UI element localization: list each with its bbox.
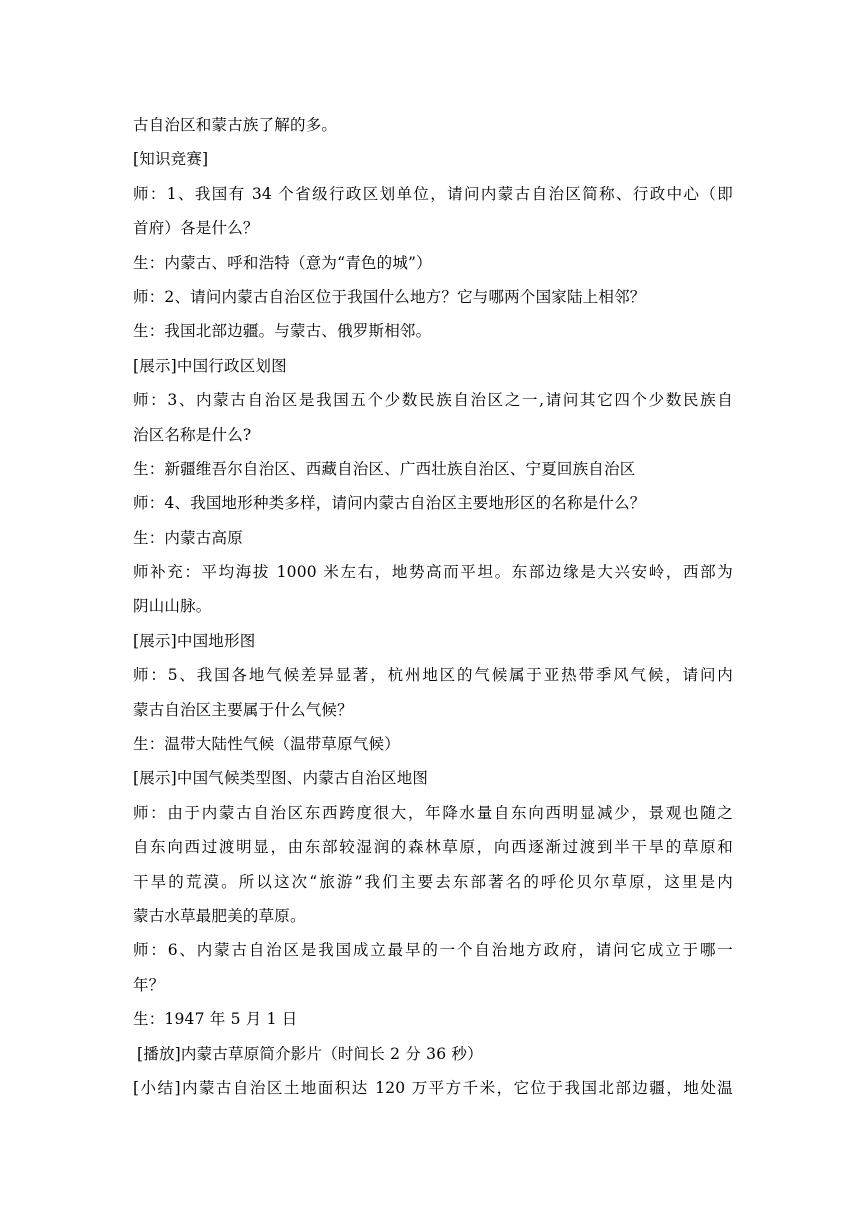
text-line: 师：1、我国有 34 个省级行政区划单位，请问内蒙古自治区简称、行政中心（即 (133, 184, 733, 203)
text-line: 古自治区和蒙古族了解的多。 (133, 116, 338, 134)
text-line: 生：内蒙古、呼和浩特（意为“青色的城”） (133, 253, 432, 272)
text-line: 生：1947 年 5 月 1 日 (133, 1010, 298, 1029)
text-line: 师：4、我国地形种类多样，请问内蒙古自治区主要地形区的名称是什么？ (133, 494, 646, 513)
text-line: 首府）各是什么？ (133, 219, 259, 238)
text-line: 师：3、内蒙古自治区是我国五个少数民族自治区之一,请问其它四个少数民族自 (133, 391, 733, 410)
section-label-summary: [小结]内蒙古自治区土地面积达 120 万平方千米，它位于我国北部边疆，地处温 (133, 1078, 733, 1097)
text-line: 治区名称是什么? (133, 425, 252, 444)
text-line: 干旱的荒漠。所以这次“旅游”我们主要去东部著名的呼伦贝尔草原，这里是内 (133, 872, 733, 891)
section-label-knowledge-contest: [知识竞赛] (133, 150, 209, 169)
text-line: 年？ (133, 975, 165, 994)
document-body (133, 108, 733, 1105)
text-line: 蒙古自治区主要属于什么气候？ (133, 700, 353, 719)
section-label-play-video: [播放]内蒙古草原简介影片（时间长 2 分 36 秒） (137, 1044, 483, 1063)
text-line: 师：由于内蒙古自治区东西跨度很大，年降水量自东向西明显减少，景观也随之 (133, 803, 733, 822)
text-line: 生：新疆维吾尔自治区、西藏自治区、广西壮族自治区、宁夏回族自治区 (133, 459, 636, 478)
section-label-show-terrain: [展示]中国地形图 (133, 631, 256, 650)
text-line: 蒙古水草最肥美的草原。 (133, 906, 306, 925)
section-label-show-map: [展示]中国行政区划图 (133, 356, 287, 375)
text-line: 师：6、内蒙古自治区是我国成立最早的一个自治地方政府，请问它成立于哪一 (133, 941, 733, 960)
section-label-show-climate: [展示]中国气候类型图、内蒙古自治区地图 (133, 769, 429, 788)
text-line: 阴山山脉。 (133, 597, 212, 616)
text-line: 师：2、请问内蒙古自治区位于我国什么地方？它与哪两个国家陆上相邻？ (133, 287, 646, 306)
text-line: 生：内蒙古高原 (133, 528, 243, 547)
text-line: 自东向西过渡明显，由东部较湿润的森林草原，向西逐渐过渡到半干旱的草原和 (133, 838, 733, 857)
text-line: 师：5、我国各地气候差异显著，杭州地区的气候属于亚热带季风气候，请问内 (133, 666, 733, 685)
text-line: 生：温带大陆性气候（温带草原气候） (133, 735, 400, 754)
text-line: 师补充：平均海拔 1000 米左右，地势高而平坦。东部边缘是大兴安岭，西部为 (133, 563, 733, 582)
text-line: 生：我国北部边疆。与蒙古、俄罗斯相邻。 (133, 322, 432, 341)
